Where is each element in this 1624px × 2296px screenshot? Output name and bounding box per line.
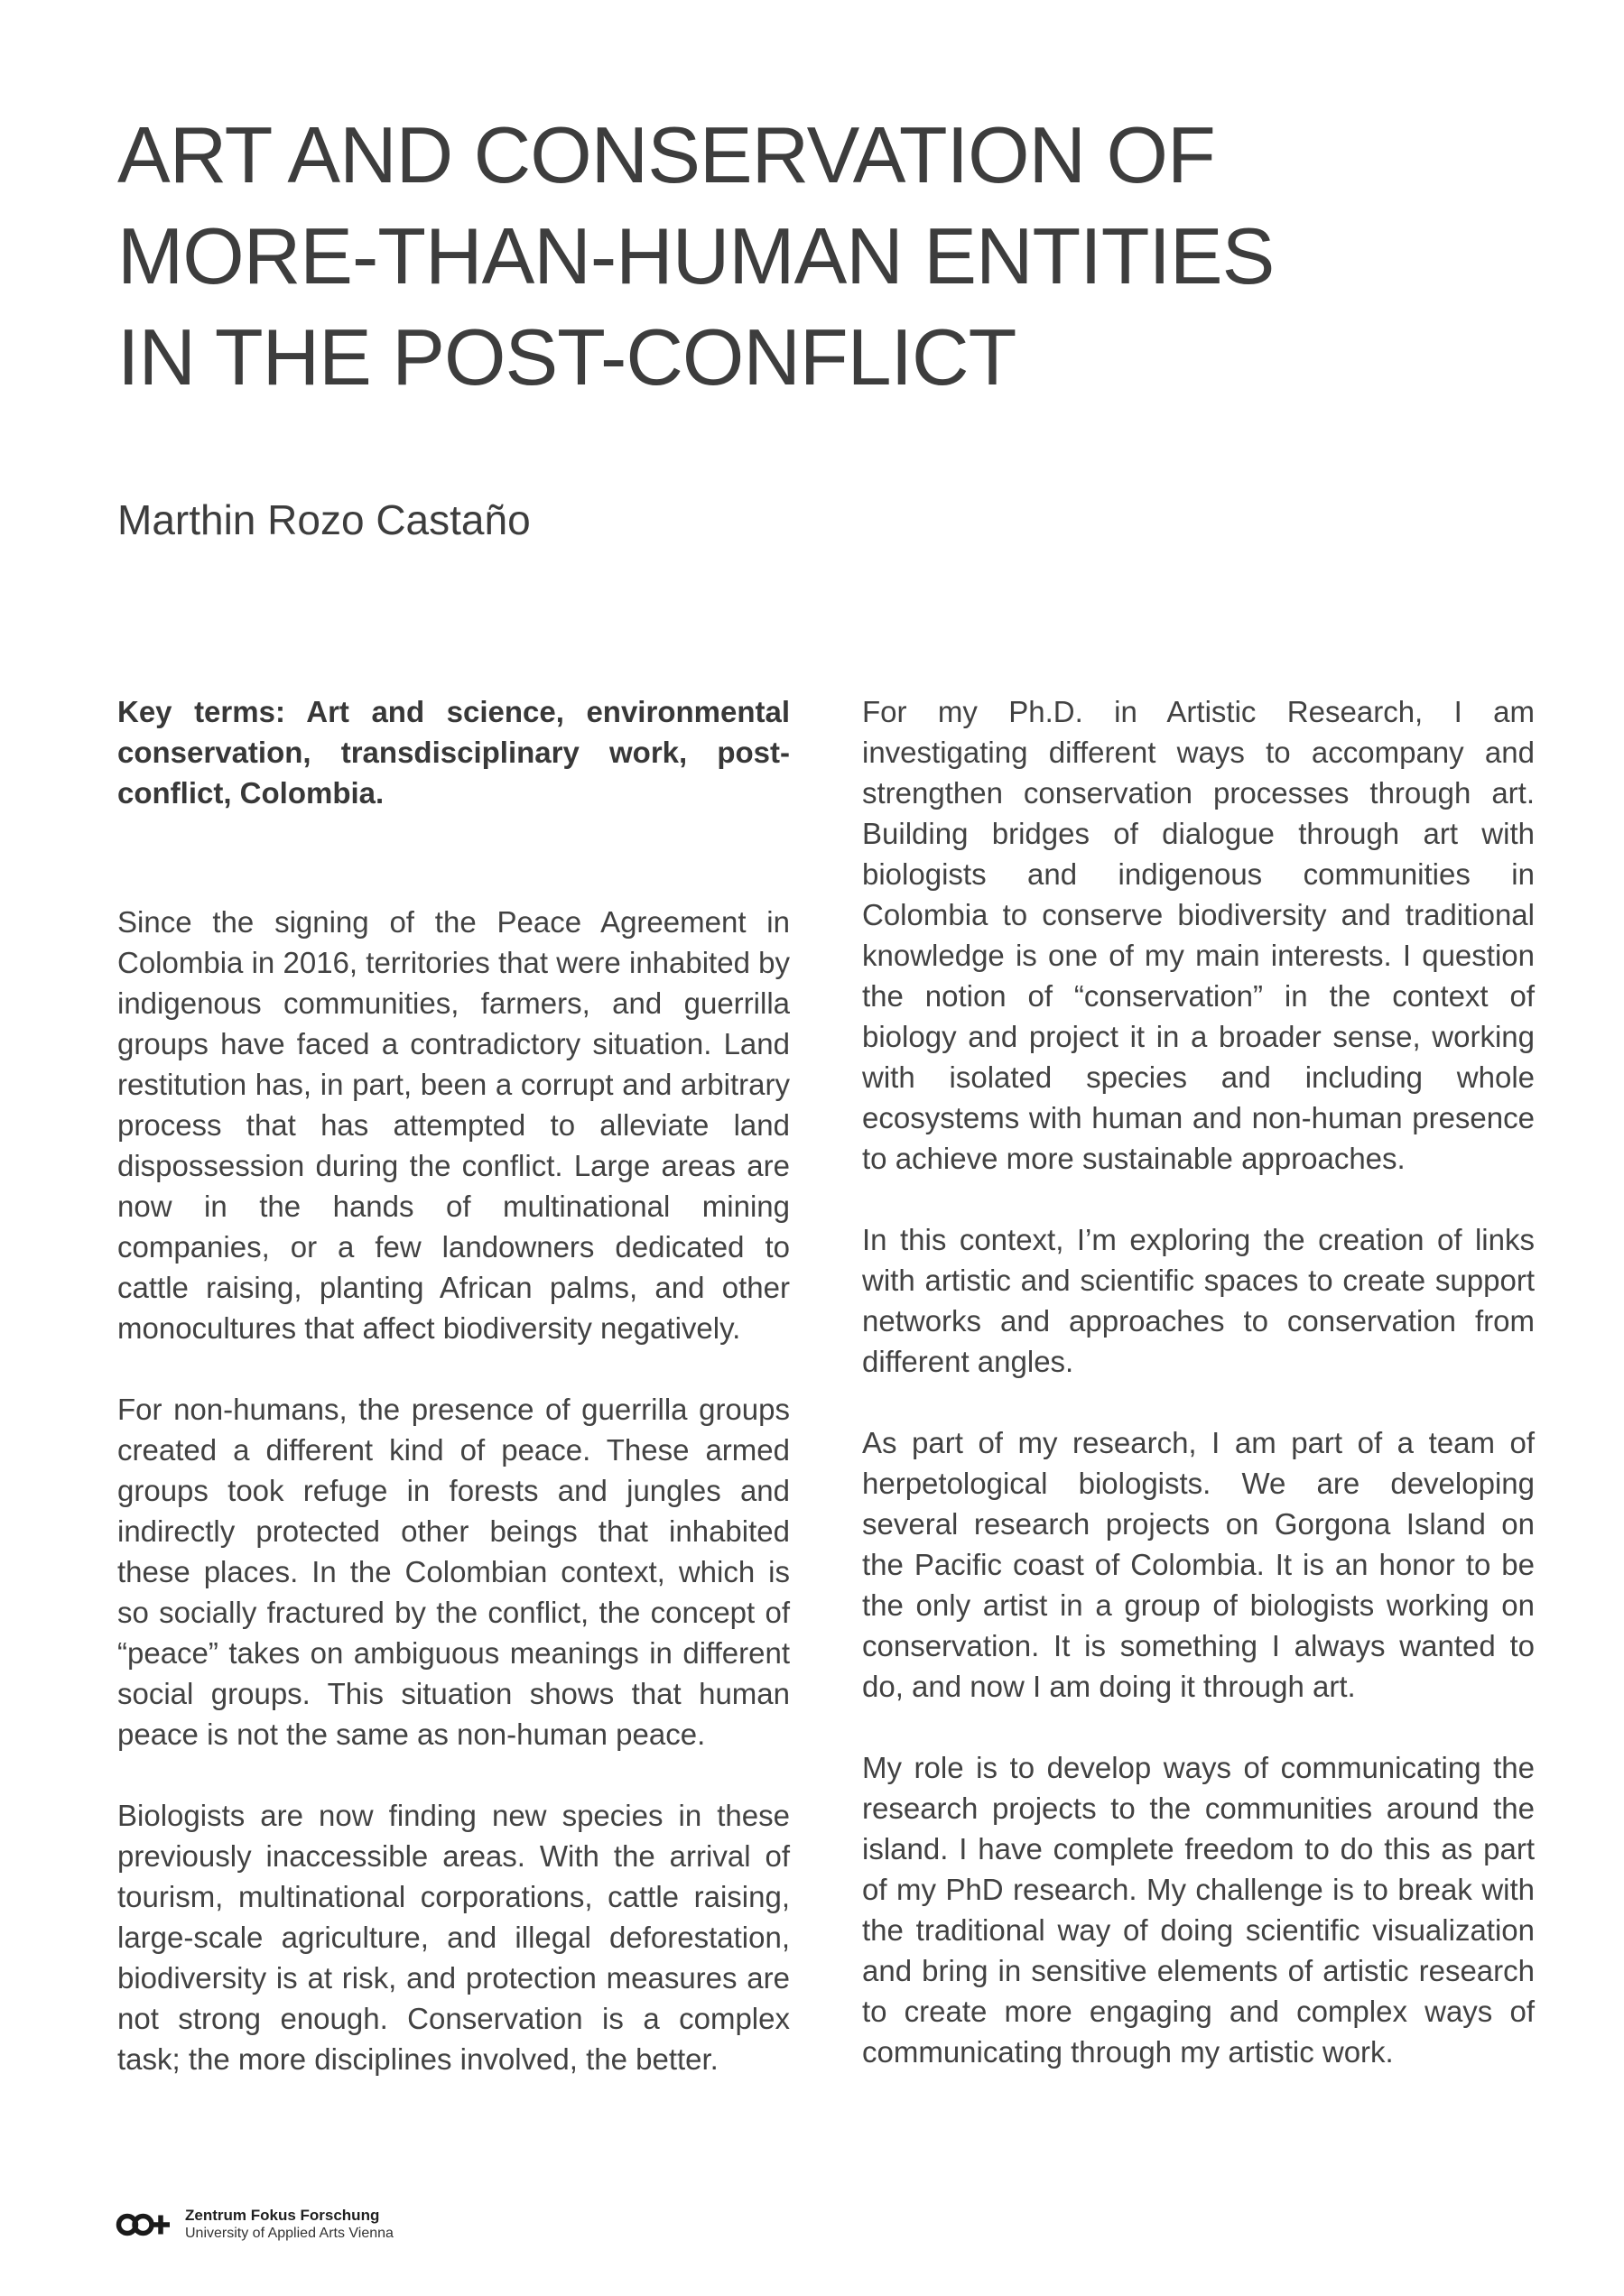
- right-paragraph-1: For my Ph.D. in Artistic Research, I am investigating different ways to accompany and strengthen conservation processes through art. Building bridges of dialogue through art with biologists and indigenous communities in Colombia to conserve biodiversity and traditional knowledge is one of my main interests. I question the notion of “conservation” in the context of biology and project it in a broader sense, working with isolated species and including whole ecosystems with human and non-human presence to achieve more sustainable approaches.: [862, 695, 1535, 1175]
- article-header: [117, 105, 1535, 545]
- footer-org-subtitle: University of Applied Arts Vienna: [185, 2226, 394, 2241]
- left-column: [117, 691, 790, 2079]
- right-column: [862, 691, 1535, 2079]
- article-body: [117, 691, 1535, 2079]
- right-paragraph-4: My role is to develop ways of communicating the research projects to the communities around the island. I have complete freedom to do this as part of my PhD research. My challenge is to break with the traditional way of doing scientific visualization and bring in sensitive elements of artistic research to create more engaging and complex ways of communicating through my artistic work.: [862, 1751, 1535, 2069]
- left-paragraph-3: Biologists are now finding new species in these previously inaccessible areas. With the arrival of tourism, multinational corporations, cattle raising, large-scale agriculture, and illegal deforestation, biodiversity is at risk, and protection measures are not strong enough. Conservation is a complex task; the more disciplines involved, the better.: [117, 1799, 790, 2076]
- footer-text-block: [185, 2206, 394, 2243]
- right-paragraph-3: As part of my research, I am part of a team of herpetological biologists. We are developing several research projects on Gorgona Island on the Pacific coast of Colombia. It is an honor to be the only artist in a group of biologists working on conservation. It is something I always wanted to do, and now I am doing it through art.: [862, 1426, 1535, 1703]
- article-title-line-1: ART AND CONSERVATION OF: [117, 110, 1215, 199]
- left-paragraph-1: Since the signing of the Peace Agreement in Colombia in 2016, territories that were inhabited by indigenous communities, farmers, and guerrilla groups have faced a contradictory situation. Land restitution has, in part, been a corrupt and arbitrary process that has attempted to alleviate land dispossession during the conflict. Large areas are now in the hands of multinational mining companies, or a few landowners dedicated to cattle raising, planting African palms, and other monocultures that affect biodiversity negatively.: [117, 905, 790, 1345]
- footer-org-name: Zentrum Fokus Forschung: [185, 2207, 380, 2224]
- page-footer: [116, 2206, 394, 2243]
- left-paragraph-2: For non-humans, the presence of guerrilla groups created a different kind of peace. These armed groups took refuge in forests and jungles and indirectly protected other beings that inhabited these places. In the Colombian context, which is so socially fractured by the conflict, the concept of “peace” takes on ambiguous meanings in different social groups. This situation shows that human peace is not the same as non-human peace.: [117, 1393, 790, 1751]
- right-paragraph-2: In this context, I’m exploring the creation of links with artistic and scientific spaces to create support networks and approaches to conservation from different angles.: [862, 1223, 1535, 1378]
- article-title-line-2: MORE-THAN-HUMAN ENTITIES: [117, 211, 1275, 301]
- article-title: [117, 105, 1535, 408]
- article-title-line-3: IN THE POST-CONFLICT: [117, 312, 1016, 402]
- article-author: Marthin Rozo Castaño: [117, 496, 531, 543]
- infinity-plus-logo-icon: [116, 2208, 172, 2241]
- key-terms-paragraph: Key terms: Art and science, environmental conservation, transdisciplinary work, post-conflict, Colombia.: [117, 695, 790, 810]
